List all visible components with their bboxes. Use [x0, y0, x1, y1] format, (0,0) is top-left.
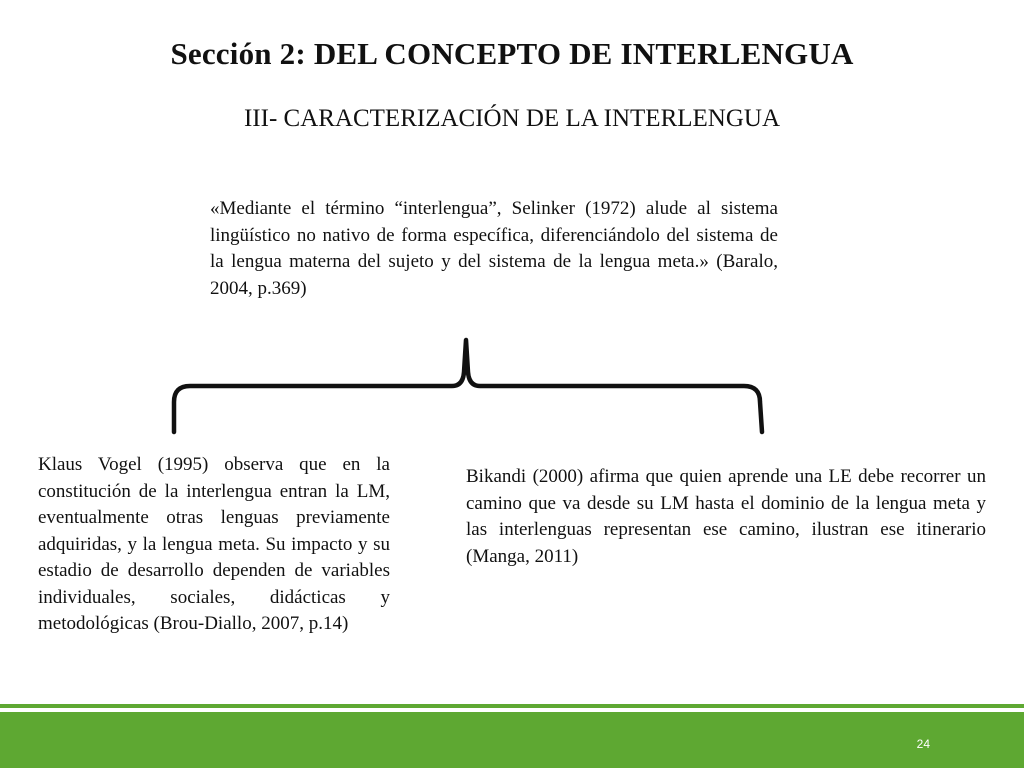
slide-subtitle: III- CARACTERIZACIÓN DE LA INTERLENGUA [243, 105, 781, 132]
footer-band [0, 712, 1024, 768]
definition-quote: «Mediante el término “interlengua”, Selinker (1972) alude al sistema lingüístico no nativo de forma específica, diferenciándolo del sistema de la lengua materna del sujeto y del sistema de la lengua meta.» (Baralo, 2004, p.369) [210, 198, 778, 299]
vogel-text-block: Klaus Vogel (1995) observa que en la constitución de la interlengua entran la LM, eventualmente otras lenguas previamente adquiridas, y la lengua meta. Su impacto y su estadio de desarrollo dependen de variables individuales, sociales, didácticas y metodológicas (Brou-Diallo, 2007, p.14) [38, 454, 390, 634]
footer-accent-line [0, 704, 1024, 708]
slide-title: Sección 2: DEL CONCEPTO DE INTERLENGUA [170, 36, 854, 71]
brace-shape [174, 340, 762, 432]
page-number: 24 [916, 737, 930, 751]
bikandi-text-block: Bikandi (2000) afirma que quien aprende una LE debe recorrer un camino que va desde su LM hasta el dominio de la lengua meta y las interlenguas representan ese camino, ilustran ese itinerario (Manga, 2011) [466, 466, 986, 567]
